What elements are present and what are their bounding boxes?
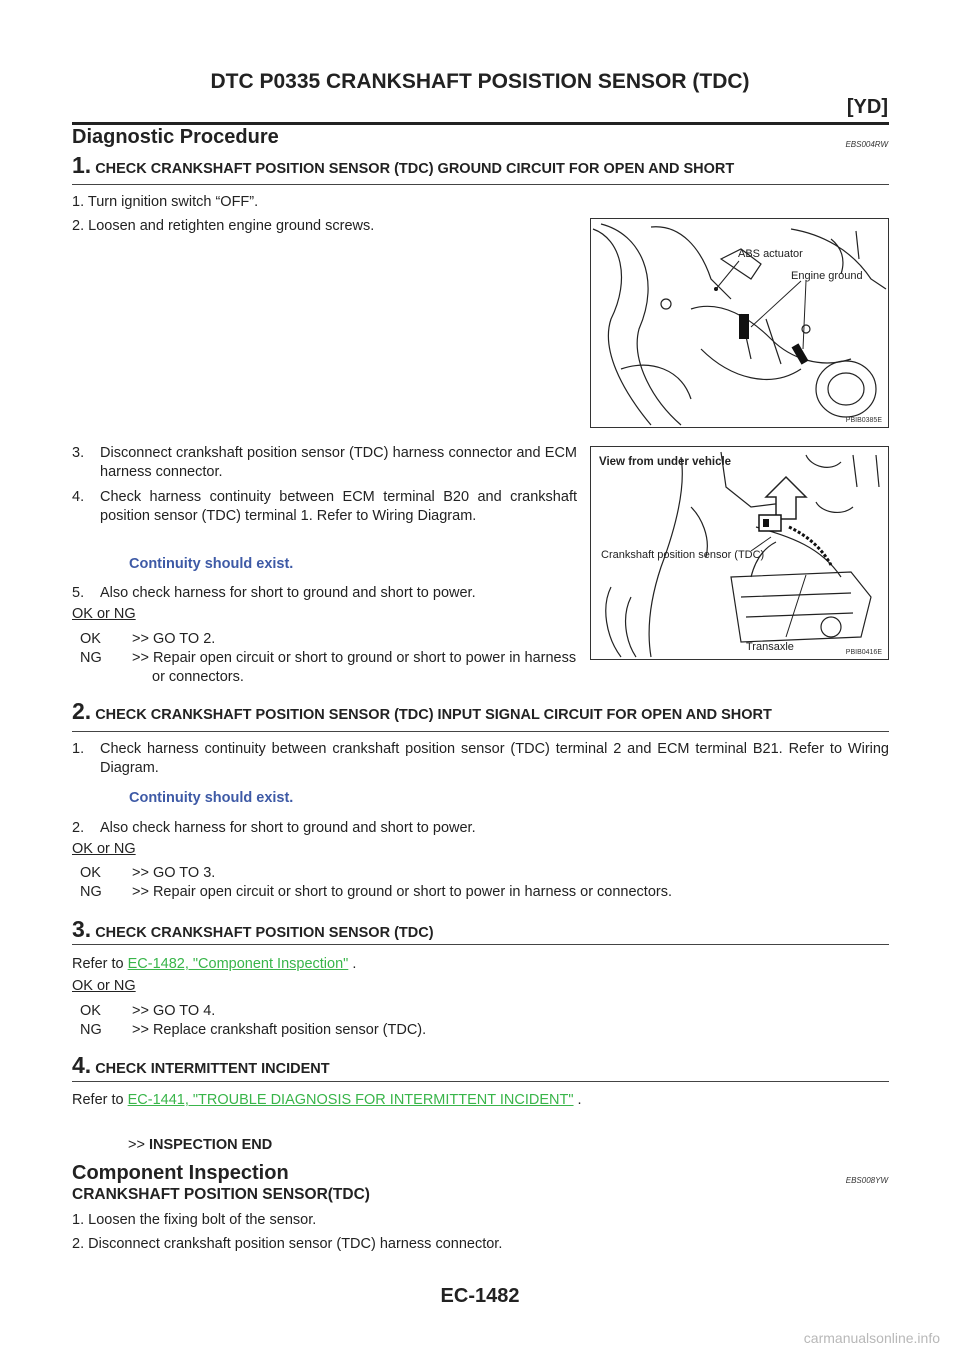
step-3-header	[72, 916, 434, 943]
step-1-ng-result: NG >> Repair open circuit or short to ground or short to power in harness or connectors.	[80, 650, 577, 685]
step-1-item-5: 5. Also check harness for short to ground and short to power.	[72, 585, 476, 601]
step-4-number: 4.	[72, 1052, 92, 1078]
step-4-refer: Refer to EC-1441, "TROUBLE DIAGNOSIS FOR INTERMITTENT INCIDENT" .	[72, 1092, 582, 1108]
label-engine-ground: Engine ground	[791, 270, 863, 282]
section-title-component: Component Inspection	[72, 1162, 289, 1184]
step-4-header	[72, 1052, 330, 1079]
link-trouble-diagnosis[interactable]: EC-1441, "TROUBLE DIAGNOSIS FOR INTERMITTENT INCIDENT"	[127, 1092, 574, 1108]
label-transaxle: Transaxle	[746, 641, 794, 653]
label-view-from-under: View from under vehicle	[599, 456, 732, 468]
step-2-header	[72, 698, 772, 725]
step-3-title: CHECK CRANKSHAFT POSITION SENSOR (TDC)	[95, 925, 434, 941]
step-2-ng-result: NG >> Repair open circuit or short to ground or short to power in harness or connectors.	[80, 884, 673, 900]
step-4-end: >> INSPECTION END	[128, 1137, 273, 1153]
section-code-diagnostic: EBS004RW	[845, 140, 888, 149]
step-1-item-4: 4. Check harness continuity between ECM terminal B20 and crankshaft position sensor (TDC) terminal 1. Refer to Wiring Diagram.	[72, 489, 577, 524]
step-2-number: 2.	[72, 698, 92, 724]
figure-1-id: PBIB0385E	[845, 417, 882, 424]
step-1-header	[72, 152, 734, 179]
component-item-2: 2. Disconnect crankshaft position sensor (TDC) harness connector.	[72, 1236, 503, 1252]
step-2-ok-result: OK >> GO TO 3.	[80, 865, 216, 881]
step-2-ok-or-ng: OK or NG	[72, 841, 136, 857]
step-3-ng-result: NG >> Replace crankshaft position sensor (TDC).	[80, 1022, 427, 1038]
page-number: EC-1482	[440, 1285, 520, 1307]
step-1-ok-or-ng: OK or NG	[72, 606, 136, 622]
watermark: carmanualsonline.info	[803, 1330, 940, 1346]
step-3-number: 3.	[72, 916, 92, 942]
page-header-code: [YD]	[846, 96, 888, 118]
label-crankshaft-sensor: Crankshaft position sensor (TDC)	[601, 549, 765, 561]
step-2-spec: Continuity should exist.	[129, 790, 294, 806]
section-title-diagnostic: Diagnostic Procedure	[72, 126, 279, 148]
step-2-item-1: 1. Check harness continuity between crankshaft position sensor (TDC) terminal 2 and ECM terminal B21. Refer to Wiring Diagram.	[72, 741, 889, 776]
step-2-title: CHECK CRANKSHAFT POSITION SENSOR (TDC) INPUT SIGNAL CIRCUIT FOR OPEN AND SHORT	[95, 707, 772, 723]
figure-2-id: PBIB0416E	[845, 649, 882, 656]
step-1-ok-result: OK >> GO TO 2.	[80, 631, 216, 647]
section-code-component: EBS008YW	[845, 1176, 888, 1185]
label-abs-actuator: ABS actuator	[738, 248, 803, 260]
step-1-spec: Continuity should exist.	[129, 556, 294, 572]
step-3-rule	[72, 944, 889, 945]
figure-sensor-location	[590, 446, 889, 660]
step-3-ok-or-ng: OK or NG	[72, 978, 136, 994]
step-1-item-1: 1. Turn ignition switch “OFF”.	[72, 194, 259, 210]
component-subtitle: CRANKSHAFT POSITION SENSOR(TDC)	[72, 1186, 370, 1203]
step-3-refer: Refer to EC-1482, "Component Inspection" .	[72, 956, 357, 972]
step-1-item-3: 3. Disconnect crankshaft position sensor (TDC) harness connector and ECM harness connector.	[72, 445, 577, 480]
engine-ground-illustration	[591, 219, 888, 427]
figure-engine-ground	[590, 218, 889, 428]
page-header-title: DTC P0335 CRANKSHAFT POSISTION SENSOR (TDC)	[210, 70, 750, 93]
link-component-inspection[interactable]: EC-1482, "Component Inspection"	[127, 956, 349, 972]
step-4-rule	[72, 1081, 889, 1082]
sensor-location-illustration	[591, 447, 888, 659]
header-rule	[72, 122, 889, 125]
component-item-1: 1. Loosen the fixing bolt of the sensor.	[72, 1212, 317, 1228]
step-3-ok-result: OK >> GO TO 4.	[80, 1003, 216, 1019]
step-1-title: CHECK CRANKSHAFT POSITION SENSOR (TDC) GROUND CIRCUIT FOR OPEN AND SHORT	[95, 161, 735, 177]
step-1-item-2: 2. Loosen and retighten engine ground screws.	[72, 218, 375, 234]
step-2-item-2: 2. Also check harness for short to ground and short to power.	[72, 820, 476, 836]
step-1-rule	[72, 184, 889, 185]
step-2-rule	[72, 731, 889, 732]
step-4-title: CHECK INTERMITTENT INCIDENT	[95, 1061, 330, 1077]
step-1-number: 1.	[72, 152, 92, 178]
